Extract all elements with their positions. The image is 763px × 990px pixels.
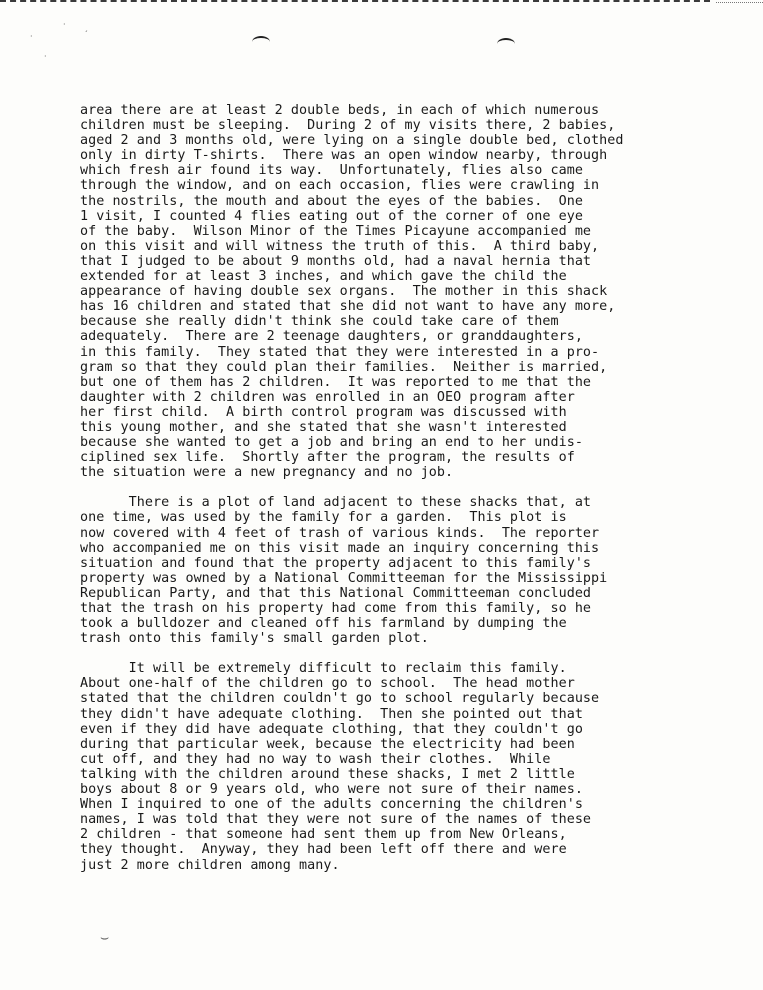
text-line: the nostrils, the mouth and about the eyes of the babies. One	[80, 193, 583, 209]
text-line: gram so that they could plan their families. Neither is married,	[80, 359, 608, 375]
text-line: aged 2 and 3 months old, were lying on a single double bed, clothed	[80, 133, 624, 149]
text-line: 1 visit, I counted 4 flies eating out of the corner of one eye	[80, 208, 583, 224]
scan-speck: ·	[30, 32, 33, 41]
text-line: situation and found that the property adjacent to this family's	[80, 555, 592, 571]
text-line: Republican Party, and that this National Committeeman concluded	[80, 585, 592, 601]
text-line: her first child. A birth control program was discussed with	[80, 404, 567, 420]
scan-speck: ·	[44, 52, 47, 61]
text-line: just 2 more children among many.	[80, 857, 340, 873]
text-line: trash onto this family's small garden plot.	[80, 631, 429, 647]
text-line: they thought. Anyway, they had been left off there and were	[80, 842, 567, 858]
text-line: that I judged to be about 9 months old, had a naval hernia that	[80, 253, 592, 269]
text-line: one time, was used by the family for a garden. This plot is	[80, 510, 567, 526]
text-line: which fresh air found its way. Unfortunately, flies also came	[80, 163, 583, 179]
text-line: property was owned by a National Committeeman for the Mississippi	[80, 570, 608, 586]
binder-mark-right	[497, 38, 515, 50]
text-line: extended for at least 3 inches, and which gave the child the	[80, 269, 567, 285]
text-line: they didn't have adequate clothing. Then she pointed out that	[80, 706, 583, 722]
text-line: in this family. They stated that they were interested in a pro-	[80, 344, 600, 360]
text-line: ciplined sex life. Shortly after the program, the results of	[80, 450, 575, 466]
paragraph-2	[80, 495, 710, 646]
text-line: of the baby. Wilson Minor of the Times Picayune accompanied me	[80, 223, 592, 239]
text-line: now covered with 4 feet of trash of various kinds. The reporter	[80, 525, 600, 541]
paragraph-gap	[80, 480, 710, 495]
text-line: children must be sleeping. During 2 of my visits there, 2 babies,	[80, 118, 616, 134]
text-line: 2 children - that someone had sent them up from New Orleans,	[80, 827, 567, 843]
paragraph-1	[80, 103, 710, 480]
text-line: stated that the children couldn't go to school regularly because	[80, 691, 600, 707]
text-line: talking with the children around these shacks, I met 2 little	[80, 766, 575, 782]
text-line: on this visit and will witness the truth of this. A third baby,	[80, 238, 600, 254]
text-line: It will be extremely difficult to reclaim this family.	[80, 661, 567, 677]
text-line: because she wanted to get a job and bring an end to her undis-	[80, 435, 583, 451]
text-line: took a bulldozer and cleaned off his farmland by dumping the	[80, 616, 567, 632]
text-line: adequately. There are 2 teenage daughters, or granddaughters,	[80, 329, 583, 345]
text-line: the situation were a new pregnancy and no job.	[80, 465, 454, 481]
text-line: through the window, and on each occasion, flies were crawling in	[80, 178, 600, 194]
text-line: appearance of having double sex organs. The mother in this shack	[80, 284, 608, 300]
text-line: cut off, and they had no way to wash their clothes. While	[80, 751, 551, 767]
text-line: because she really didn't think she could take care of them	[80, 314, 559, 330]
text-line: this young mother, and she stated that she wasn't interested	[80, 419, 567, 435]
text-line: When I inquired to one of the adults concerning the children's	[80, 797, 583, 813]
text-line: that the trash on his property had come from this family, so he	[80, 601, 592, 616]
text-line: There is a plot of land adjacent to these shacks that, at	[80, 495, 592, 511]
text-line: even if they did have adequate clothing, that they couldn't go	[80, 721, 583, 737]
paragraph-3	[80, 661, 710, 872]
pencil-mark: ⌣	[100, 930, 110, 946]
text-line: area there are at least 2 double beds, in each of which numerous	[80, 103, 600, 118]
text-line: names, I was told that they were not sure of the names of these	[80, 812, 592, 828]
text-line: boys about 8 or 9 years old, who were not sure of their names.	[80, 782, 583, 798]
text-line: About one-half of the children go to school. The head mother	[80, 676, 575, 692]
binder-mark-left	[252, 36, 270, 48]
text-line: has 16 children and stated that she did not want to have any more,	[80, 299, 616, 315]
text-line: daughter with 2 children was enrolled in an OEO program after	[80, 389, 575, 405]
text-line: but one of them has 2 children. It was reported to me that the	[80, 374, 592, 390]
text-line: during that particular week, because the electricity had been	[80, 736, 575, 752]
body-text	[80, 103, 710, 873]
paragraph-gap	[80, 646, 710, 661]
text-line: only in dirty T-shirts. There was an open window nearby, through	[80, 148, 608, 164]
top-edge-rule	[0, 0, 710, 2]
scan-speck: ·	[63, 20, 66, 29]
text-line: who accompanied me on this visit made an inquiry concerning this	[80, 540, 600, 556]
top-edge-rule-faint	[716, 2, 763, 3]
scan-speck: ´	[84, 30, 88, 39]
